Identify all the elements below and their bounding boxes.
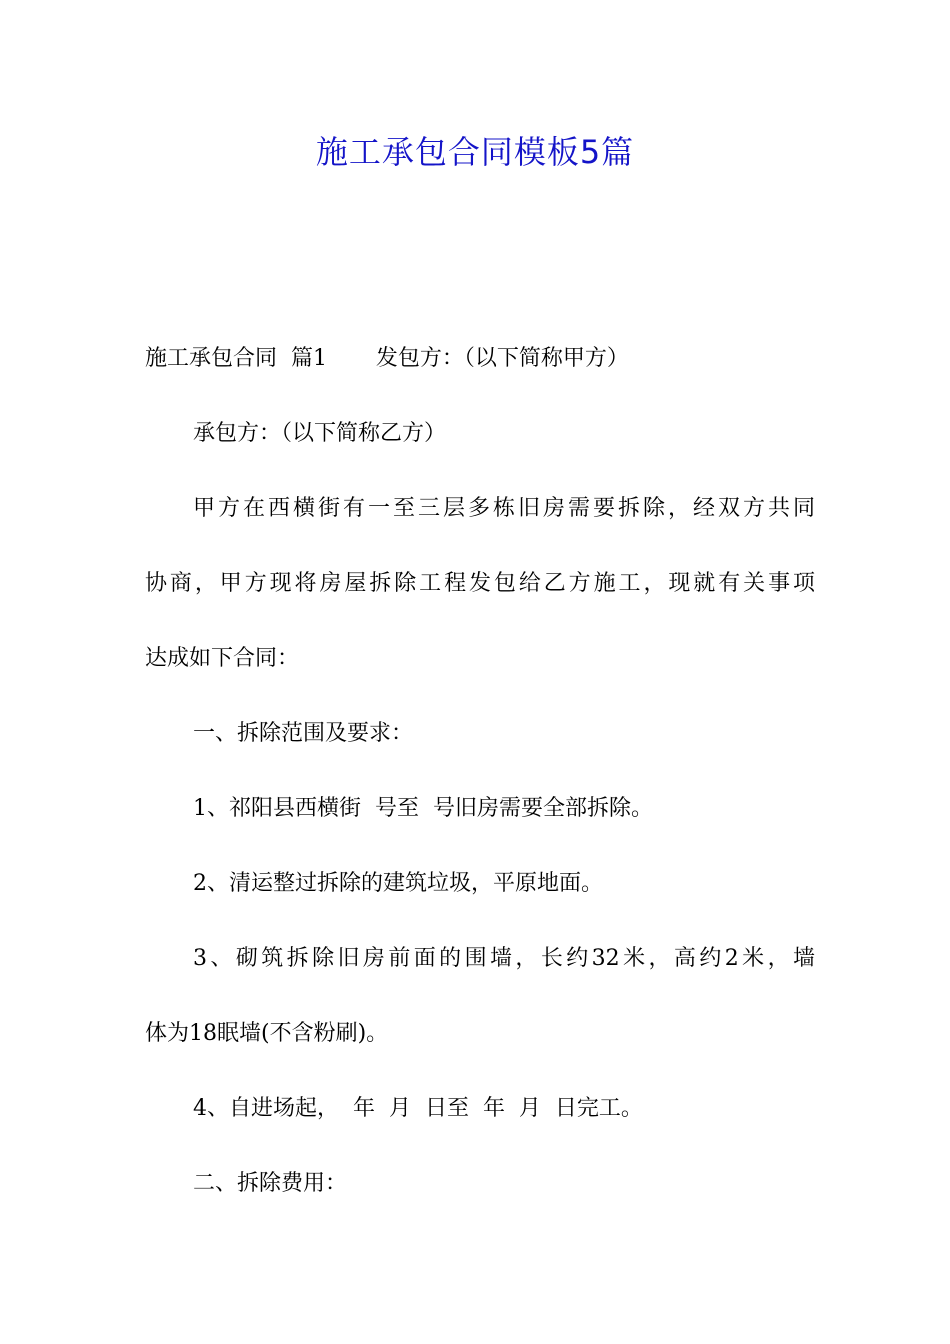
paragraph-line-intro-2: 协商，甲方现将房屋拆除工程发包给乙方施工，现就有关事项: [145, 571, 815, 596]
paragraph-line-contractor: 承包方：（以下简称乙方）: [193, 421, 447, 446]
paragraph-line-intro-1: 甲方在西横街有一至三层多栋旧房需要拆除，经双方共同: [193, 496, 815, 521]
section-heading-fees: 二、拆除费用：: [193, 1171, 348, 1196]
section-heading-scope: 一、拆除范围及要求：: [193, 721, 414, 746]
paragraph-line-intro-3: 达成如下合同：: [145, 646, 300, 671]
list-item-3-line-1: 3、砌筑拆除旧房前面的围墙，长约32米，高约2米，墙: [193, 946, 815, 971]
list-item-2: 2、清运整过拆除的建筑垃圾，平原地面。: [193, 871, 603, 896]
list-item-3-line-2: 体为18眠墙(不含粉刷)。: [145, 1021, 389, 1046]
list-item-1: 1、祁阳县西横街 号至 号旧房需要全部拆除。: [193, 796, 653, 821]
document-title: 施工承包合同模板5篇: [315, 133, 635, 171]
list-item-4: 4、自进场起， 年 月 日至 年 月 日完工。: [193, 1096, 643, 1121]
paragraph-line-parties-header: 施工承包合同 篇1 发包方：（以下简称甲方）: [145, 346, 629, 371]
